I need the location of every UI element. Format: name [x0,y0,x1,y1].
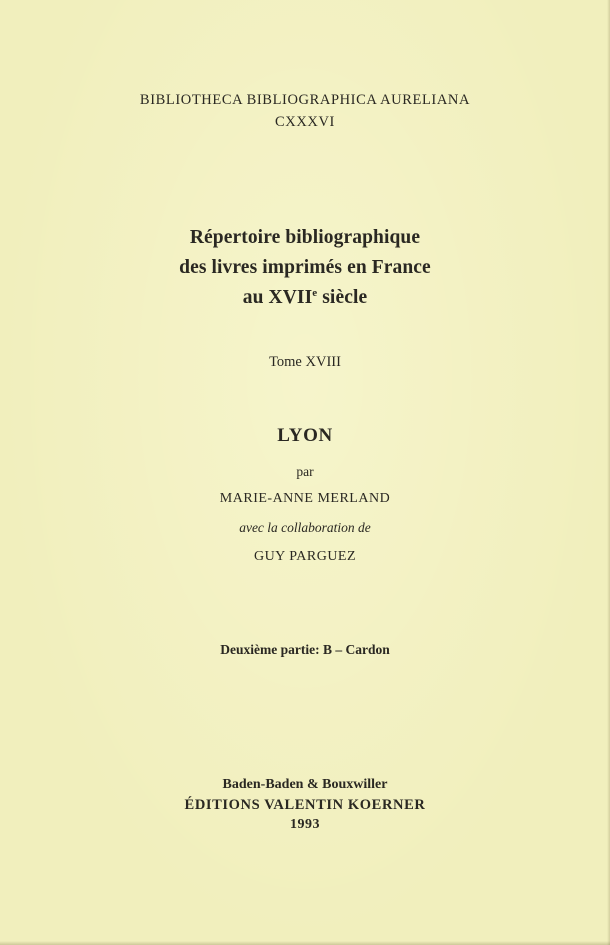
series-name: BIBLIOTHECA BIBLIOGRAPHICA AURELIANA [139,92,471,108]
volume-label: Tome XVIII [269,354,341,370]
imprint-publisher: ÉDITIONS VALENTIN KOERNER [184,797,426,813]
imprint-year: 1993 [290,817,320,832]
title-line-3-prefix: au XVII [242,287,313,308]
part-label: Deuxième partie: B – Cardon [220,642,390,657]
title-line-1: Répertoire bibliographique [189,227,421,248]
title-line-3-suffix: siècle [317,287,368,308]
series-number: CXXXVI [275,114,335,130]
city-heading: LYON [277,425,333,446]
collaboration-label: avec la collaboration de [239,520,371,535]
title-line-3 [0,287,610,309]
title-superscript: e [312,287,318,299]
coauthor-name: GUY PARGUEZ [253,549,357,564]
page-bottom-shadow [0,941,610,945]
title-line-2: des livres imprimés en France [179,257,431,278]
author-name: MARIE-ANNE MERLAND [219,491,391,506]
by-label: par [296,464,314,479]
imprint-place: Baden-Baden & Bouxwiller [222,777,388,792]
